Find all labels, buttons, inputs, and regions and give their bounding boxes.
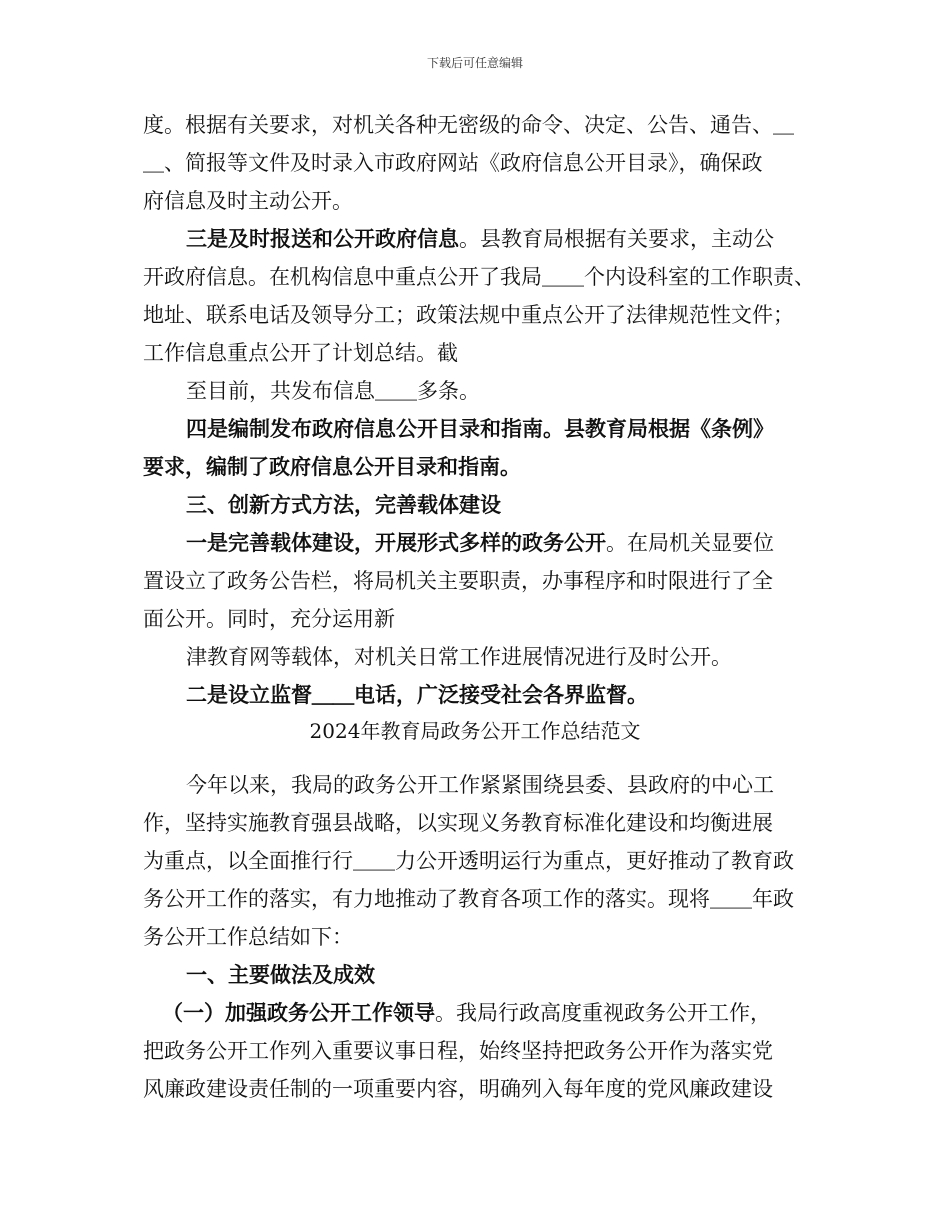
paragraph-line [186,528,774,558]
paragraph-line: ＿、简报等文件及时录入市政府网站《政府信息公开目录》，确保政 [143,151,763,175]
text-run: 。在局机关显要位 [606,531,774,555]
section-heading: 三、创新方式方法，完善载体建设 [186,492,501,517]
document-title: 2024年教育局政务公开工作总结范文 [309,719,641,743]
section-heading: 一、主要做法及成效 [186,962,375,987]
page-header: 下载后可任意编辑 [426,56,523,70]
paragraph-line: 地址、联系电话及领导分工；政策法规中重点公开了法律规范性文件； [143,303,794,327]
bold-lead: 一是完善载体建设，开展形式多样的政务公开 [186,530,606,555]
paragraph-line: 作，坚持实施教育强县战略，以实现义务教育标准化建设和均衡进展 [143,811,773,835]
paragraph-line: 要求，编制了政府信息公开目录和指南。 [143,454,521,479]
paragraph-line: 至目前，共发布信息＿＿多条。 [186,379,480,403]
paragraph-line: 二是设立监督＿＿电话，广泛接受社会各界监督。 [186,682,648,707]
paragraph-line: 度。根据有关要求，对机关各种无密级的命令、决定、公告、通告、＿ [143,113,794,137]
bold-lead: 三是及时报送和公开政府信息 [186,226,459,251]
paragraph-line: 置设立了政务公告栏，将局机关主要职责，办事程序和时限进行了全 [143,569,773,593]
paragraph-line: 把政务公开工作列入重要议事日程，始终坚持把政务公开作为落实党 [143,1039,773,1063]
paragraph-line: 四是编制发布政府信息公开目录和指南。县教育局根据《条例》 [186,416,774,441]
bold-lead: （一）加强政务公开工作领导 [162,1000,435,1025]
paragraph-line: 开政府信息。在机构信息中重点公开了我局＿＿个内设科室的工作职责、 [143,265,815,289]
paragraph-line: 务公开工作的落实，有力地推动了教育各项工作的落实。现将＿＿年政 [143,887,794,911]
paragraph-line: 面公开。同时，充分运用新 [143,607,395,631]
paragraph-line: 津教育网等载体，对机关日常工作进展情况进行及时公开。 [186,645,732,669]
paragraph-line: 务公开工作总结如下： [143,925,353,949]
paragraph-line: 工作信息重点公开了计划总结。截 [143,341,458,365]
text-run: 。县教育局根据有关要求，主动公 [459,227,774,251]
text-run: 。我局行政高度重视政务公开工作， [435,1001,771,1025]
paragraph-line [186,224,774,254]
paragraph-line: 府信息及时主动公开。 [143,189,353,213]
paragraph-line: 风廉政建设责任制的一项重要内容，明确列入每年度的党风廉政建设 [143,1077,773,1101]
paragraph-line [162,998,771,1028]
paragraph-line: 为重点，以全面推行行＿＿力公开透明运行为重点，更好推动了教育政 [143,849,794,873]
paragraph-line: 今年以来，我局的政务公开工作紧紧围绕县委、县政府的中心工 [186,773,774,797]
